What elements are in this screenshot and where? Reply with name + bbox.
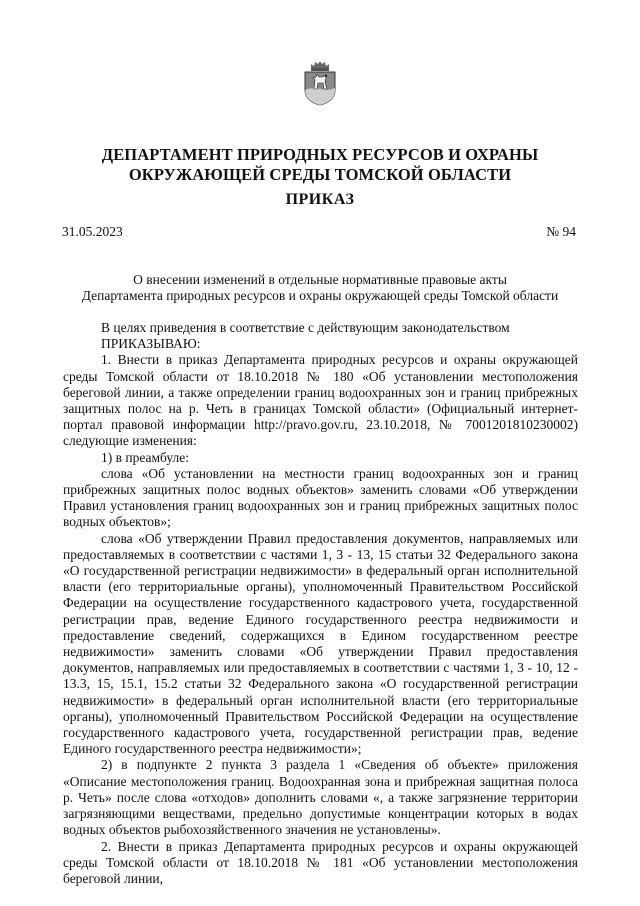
order-body <box>63 320 578 887</box>
preamble-paragraph: В целях приведения в соответствие с действующим законодательством <box>101 320 510 335</box>
subject-line1: О внесении изменений в отдельные нормативные правовые акты <box>133 272 507 287</box>
subclause-2-paragraph: 2) в подпункте 2 пункта 3 раздела 1 «Сведения об объекте» приложения «Описание местоположения границ. Водоохранная зона и прибрежная защитная полоса р. Четь» после слова «отходов» дополнить словами «, а также загрязнение территории загрязняющими веществами, предельно допустимые концентрации которых в водах водных объектов рыбохозяйственного значения не установлены». <box>63 757 578 838</box>
replacement-paragraph-2: слова «Об утверждении Правил предоставления документов, направляемых или предоставляемых в соответствии с частями 1, 3 - 13, 15 статьи 32 Федерального закона «О государственной регистрации недвижимости» в федеральный орган исполнительной власти (его территориальные органы), уполномоченный Правительством Российской Федерации на осуществление государственного кадастрового учета, государственной регистрации прав, ведение Единого государственного реестра недвижимости и предоставление сведений, содержащихся в Едином государственном реестре недвижимости» заменить словами «Об утверждении Правил предоставления документов, направляемых или предоставляемых в соответствии с частями 1, 3 - 10, 12 - 13.3, 15, 15.1, 15.2 статьи 32 Федерального закона «О государственной регистрации недвижимости» в федеральный орган исполнительной власти (его территориальные органы), уполномоченный Правительством Российской Федерации на осуществление государственного кадастрового учета, государственной регистрации прав, ведение Единого государственного реестра недвижимости»; <box>63 530 578 757</box>
order-command: ПРИКАЗЫВАЮ: <box>101 336 201 352</box>
subclause-1-paragraph: 1) в преамбуле: <box>101 449 190 465</box>
subject-line2: Департамента природных ресурсов и охраны окружающей среды Томской области <box>81 288 559 303</box>
replacement-paragraph-1: слова «Об установлении на местности границ водоохранных зон и границ прибрежных защитных полос водных объектов» заменить словами «Об утверждении Правил установления границ водоохранных зон и границ прибрежных защитных полос водных объектов»; <box>63 465 578 530</box>
coat-of-arms-icon <box>302 60 338 106</box>
clause-1-paragraph: 1. Внести в приказ Департамента природных ресурсов и охраны окружающей среды Томской области от 18.10.2018 № 180 «Об установлении местоположения береговой линии, а также определении границ водоохранных зон и границ прибрежных защитных полос на р. Четь в границах Томской области» (Официальный интернет-портал правовой информации http://pravo.gov.ru, 23.10.2018, № 7001201810230002) следующие изменения: <box>63 352 578 449</box>
order-date: 31.05.2023 <box>62 224 123 239</box>
order-number: № 94 <box>546 224 576 239</box>
department-name-line1: ДЕПАРТАМЕНТ ПРИРОДНЫХ РЕСУРСОВ И ОХРАНЫ <box>101 145 539 164</box>
document-type-title: ПРИКАЗ <box>285 191 355 208</box>
department-name-line2: ОКРУЖАЮЩЕЙ СРЕДЫ ТОМСКОЙ ОБЛАСТИ <box>128 165 512 184</box>
clause-2-paragraph: 2. Внести в приказ Департамента природных ресурсов и охраны окружающей среды Томской области от 18.10.2018 № 181 «Об установлении местоположения береговой линии, <box>63 838 578 886</box>
